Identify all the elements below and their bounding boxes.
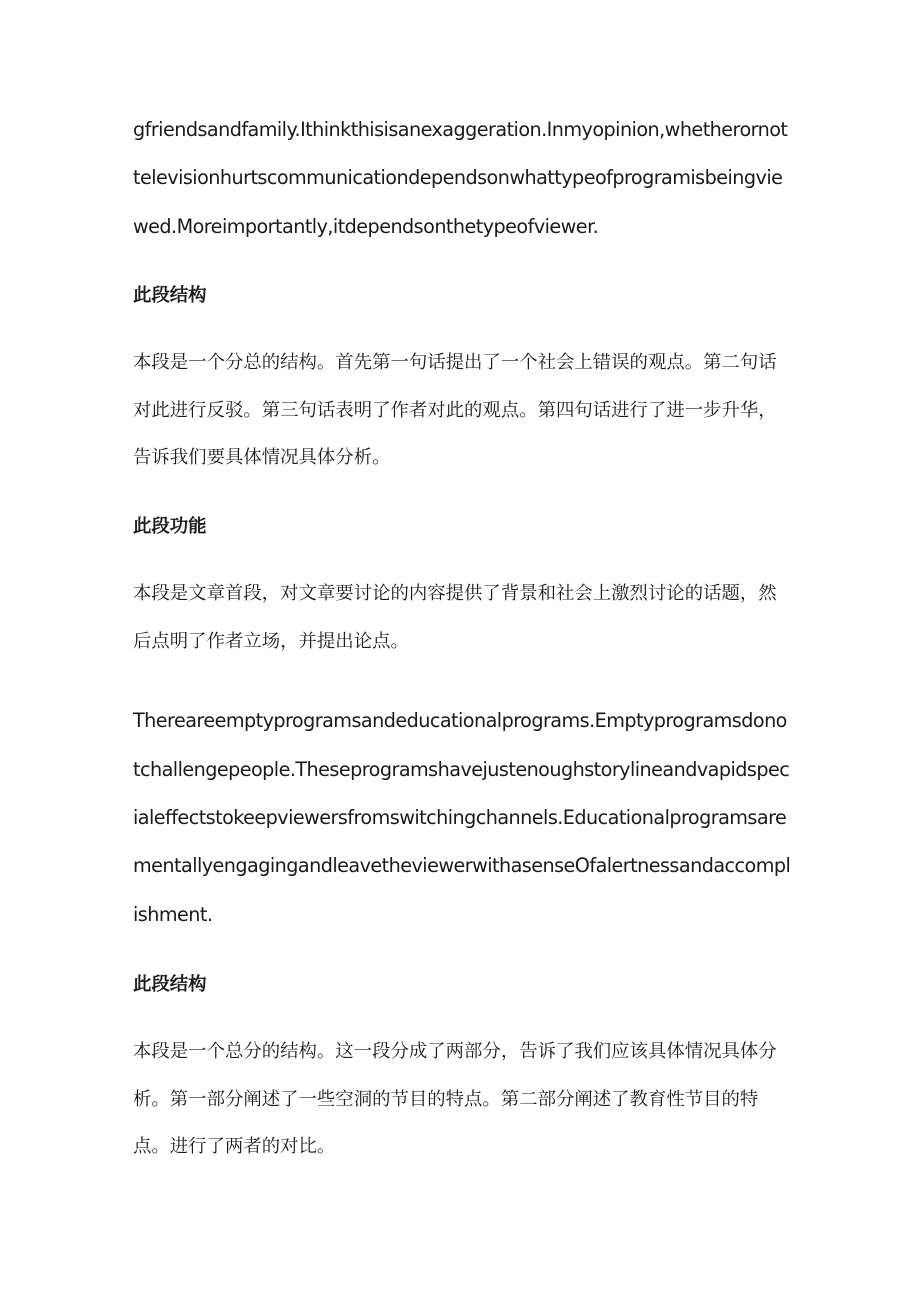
section-heading-structure: 此段结构 xyxy=(133,285,207,307)
section-heading-function: 此段功能 xyxy=(133,516,207,537)
section-heading-structure-2: 此段结构 xyxy=(133,974,207,996)
chinese-paragraph-structure-analysis: 本段是一个分总的结构。首先第一句话提出了一个社会上错误的观点。第二句话对此进行反驳。第三句话表明了作者对此的观点。第四句话进行了进一步升华，告诉我们要具体情况具体分析。 xyxy=(133,352,777,469)
english-paragraph-intro: gfriendsandfamily.Ithinkthisisanexaggeration.Inmyopinion,whetherornottelevisionhurtscommunicationdependsonwhattypeofprogramisbeingviewed.Moreimportantly,itdependsonthetypeofviewer. xyxy=(133,118,788,238)
chinese-paragraph-function-analysis: 本段是文章首段，对文章要讨论的内容提供了背景和社会上激烈讨论的话题，然后点明了作者立场，并提出论点。 xyxy=(133,583,777,652)
english-paragraph-programs: Thereareemptyprogramsandeducationalprograms.Emptyprogramsdonotchallengepeople.Theseprogramshavejustenoughstorylineandvapidspecialeffectstokeepviewersfromswitchingchannels.EducationalprogramsarementallyengagingandleavetheviewerwithasenseOfalertnessandaccomplishment. xyxy=(133,709,791,926)
chinese-paragraph-structure-analysis-2: 本段是一个总分的结构。这一段分成了两部分，告诉了我们应该具体情况具体分析。第一部分阐述了一些空洞的节目的特点。第二部分阐述了教育性节目的特点。进行了两者的对比。 xyxy=(133,1041,777,1158)
document-page xyxy=(133,106,793,1171)
